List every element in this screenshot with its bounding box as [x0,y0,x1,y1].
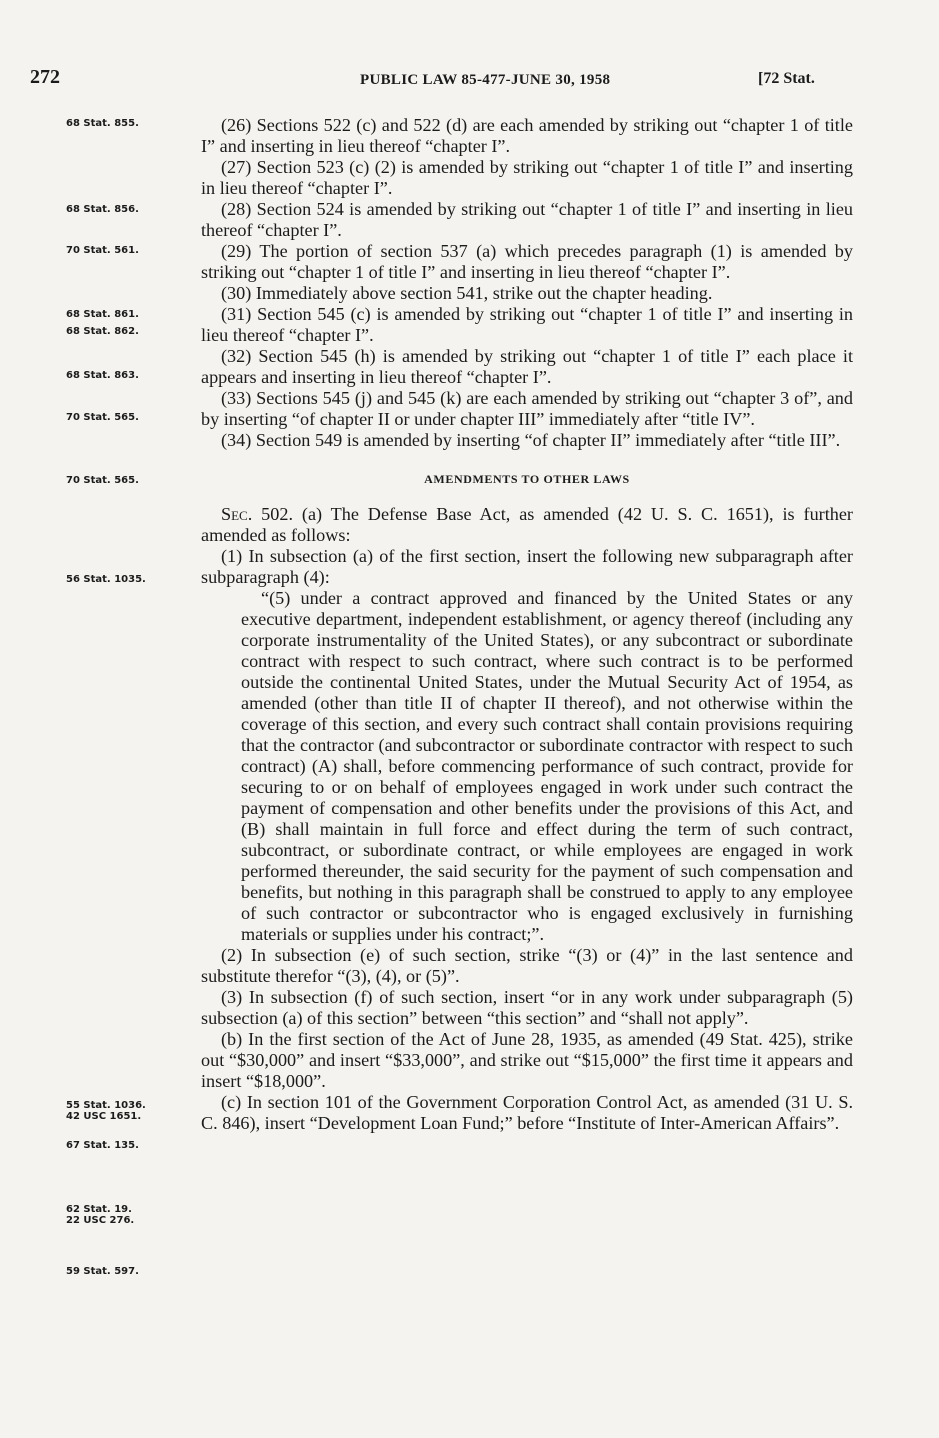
margin-note: 68 Stat. 856. [66,204,139,215]
subsection-c: (c) In section 101 of the Government Corporation Control Act, as amended (31 U. S. C. 846), insert “Development Loan Fund;” before “Institute of Inter-American Affairs”. [201,1092,853,1133]
page-header [30,66,860,96]
margin-note: 68 Stat. 855. [66,118,139,129]
paragraph-30: (30) Immediately above section 541, strike out the chapter heading. [221,283,713,303]
margin-note: 67 Stat. 135. [66,1140,139,1151]
margin-note: 22 USC 276. [66,1215,135,1226]
section-502-text: (a) The Defense Base Act, as amended (42 U. S. C. 1651), is further amended as follows: [201,504,853,545]
margin-note: 70 Stat. 565. [66,475,139,486]
margin-note: 68 Stat. 863. [66,370,139,381]
amendment-3: (3) In subsection (f) of such section, insert “or in any work under subparagraph (5) subsection (a) of this section” between “this section” and “shall not apply”. [201,987,853,1028]
paragraph-28: (28) Section 524 is amended by striking out “chapter 1 of title I” and inserting in lieu thereof “chapter I”. [201,199,853,240]
paragraph-26: (26) Sections 522 (c) and 522 (d) are each amended by striking out “chapter 1 of title I” and inserting in lieu thereof “chapter I”. [201,115,853,156]
paragraph-34: (34) Section 549 is amended by inserting “of chapter II” immediately after “title III”. [221,430,841,450]
page-number: 272 [30,66,60,88]
paragraph-27: (27) Section 523 (c) (2) is amended by striking out “chapter 1 of title I” and inserting in lieu thereof “chapter I”. [201,157,853,198]
margin-note: 70 Stat. 561. [66,245,139,256]
statute-volume: [72 Stat. [758,70,815,87]
margin-note: 42 USC 1651. [66,1111,142,1122]
margin-note: 59 Stat. 597. [66,1266,139,1277]
margin-note: 62 Stat. 19. [66,1204,132,1215]
subsection-b: (b) In the first section of the Act of June 28, 1935, as amended (49 Stat. 425), strike out “$30,000” and insert “$33,000”, and strike out “$15,000” the first time it appears and insert “$18,000”. [201,1029,853,1091]
margin-note: 68 Stat. 862. [66,326,139,337]
paragraph-31: (31) Section 545 (c) is amended by striking out “chapter 1 of title I” and inserting in lieu thereof “chapter I”. [201,304,853,345]
margin-note: 70 Stat. 565. [66,412,139,423]
margin-note: 56 Stat. 1035. [66,574,146,585]
law-text [201,115,853,1134]
paragraph-33: (33) Sections 545 (j) and 545 (k) are each amended by striking out “chapter 3 of”, and by inserting “of chapter II or under chapter III” immediately after “title IV”. [201,388,853,429]
paragraph-32: (32) Section 545 (h) is amended by striking out “chapter 1 of title I” each place it appears and inserting in lieu thereof “chapter I”. [201,346,853,387]
margin-note: 68 Stat. 861. [66,309,139,320]
amendment-1-quote: “(5) under a contract approved and financed by the United States or any executive department, independent establishment, or agency thereof (including any corporate instrumentality of the United States), or any subcontract or subordinate contract with respect to such contract, where such contract is to be performed outside the continental United States, under the Mutual Security Act of 1954, as amended (other than title II of chapter II thereof), and not otherwise within the coverage of this section, and every such contract shall contain provisions requiring that the contractor (and subcontractor or subordinate contractor with respect to such contract) (A) shall, before commencing performance of such contract, provide for securing to or on behalf of employees engaged in work under such contract the payment of compensation and other benefits under the provisions of this Act, and (B) shall maintain in full force and effect during the term of such contract, subcontract, or subordinate contract, or while employees are engaged in work performed thereunder, the said security for the payment of such compensation and benefits, but nothing in this paragraph shall be construed to apply to any employee of such contractor or subcontractor who is engaged exclusively in furnishing materials or supplies under his contract;”. [241,588,853,944]
section-502 [201,504,853,546]
paragraph-29: (29) The portion of section 537 (a) which precedes paragraph (1) is amended by striking out “chapter 1 of title I” and inserting in lieu thereof “chapter I”. [201,241,853,282]
section-heading: AMENDMENTS TO OTHER LAWS [424,472,630,486]
margin-note: 55 Stat. 1036. [66,1100,146,1111]
running-title: PUBLIC LAW 85-477-JUNE 30, 1958 [360,72,611,88]
amendment-1: (1) In subsection (a) of the first section, insert the following new subparagraph after subparagraph (4): [201,546,853,587]
section-label: Sec. 502. [221,504,293,524]
amendment-2: (2) In subsection (e) of such section, strike “(3) or (4)” in the last sentence and substitute therefor “(3), (4), or (5)”. [201,945,853,986]
